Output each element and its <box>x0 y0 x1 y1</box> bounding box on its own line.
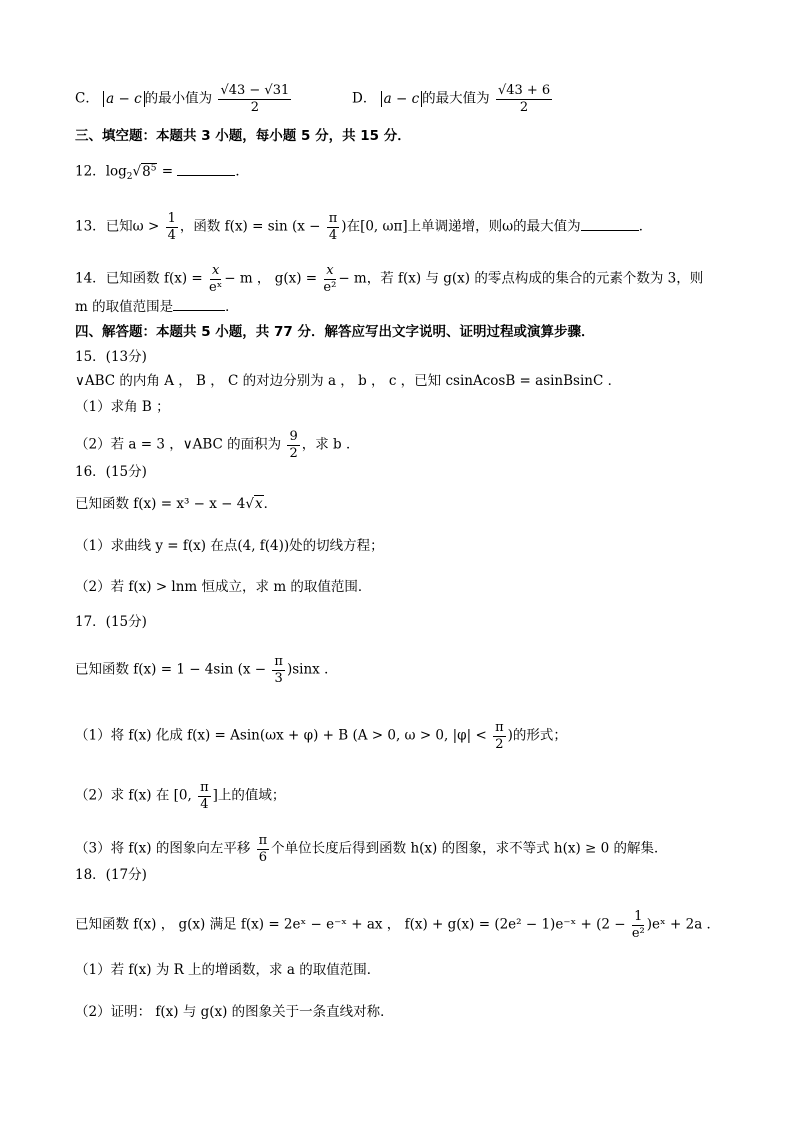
q14-g-den: e² <box>323 279 337 295</box>
q15-stem: ∨ABC 的内角 A ， B ， C 的对边分别为 a ， b ， c ，已知 csinAcosB = asinBsinC ． <box>75 373 622 389</box>
option-d-text: 的最大值为 <box>422 90 490 107</box>
q15-part2 <box>75 430 754 460</box>
q13-end: ． <box>638 218 653 235</box>
q12-radical: √ <box>132 163 142 180</box>
q14-text1: 已知函数 f(x) = <box>105 270 203 287</box>
q17-pi2-num: π <box>495 720 504 735</box>
q12-root-base: 8 <box>142 163 151 180</box>
q17-pi4-num: π <box>200 780 209 795</box>
q18-stem <box>75 910 754 940</box>
q17-pi4-den: 4 <box>200 796 209 812</box>
q13-pi-den: 4 <box>328 227 338 243</box>
q17-header: 17．(15分) <box>75 614 147 630</box>
abs-a-minus-c-d: a − c <box>381 91 423 107</box>
q14-text2: − m ， g(x) = <box>224 270 318 287</box>
q15-part2-text: （2）若 a = 3 ，∨ABC 的面积为 <box>75 436 282 453</box>
q16-stem-text: 已知函数 f(x) = x³ − x − 4 <box>75 496 246 512</box>
q17-pi3-num: π <box>274 654 283 669</box>
q17-pi6-frac <box>257 834 270 864</box>
option-d-fraction <box>496 84 552 114</box>
q15-area-frac <box>287 430 299 460</box>
option-d-label: D． <box>352 90 377 107</box>
q17-part3 <box>75 834 754 864</box>
option-c-denominator: 2 <box>250 99 259 115</box>
q15-part1: （1）求角 B ； <box>75 399 170 415</box>
q13-frac-num: 1 <box>167 211 176 226</box>
q13-frac-den: 4 <box>167 227 176 243</box>
q17-part1-cond: (A > 0, ω > 0, |φ| < <box>352 727 487 744</box>
q17-pi6-num: π <box>258 833 268 848</box>
q12-number: 12． <box>75 163 106 180</box>
q17-stem <box>75 655 754 685</box>
q13-pi-frac <box>327 212 340 242</box>
q18-header: 18．(17分) <box>75 867 147 883</box>
q14-f-den: eˣ <box>209 279 223 295</box>
q14-g-frac <box>323 264 336 294</box>
q12-answer-blank[interactable] <box>177 174 235 176</box>
q17-part2-end: ]上的值域； <box>212 787 286 804</box>
q17-part1 <box>75 721 754 751</box>
q17-pi6-den: 6 <box>258 849 268 865</box>
q16-header: 16．(15分) <box>75 464 147 480</box>
q17-stem-text: 已知函数 f(x) = 1 − 4sin <box>75 661 234 678</box>
q17-pi3-den: 3 <box>274 670 283 686</box>
q12-log: log <box>105 163 127 180</box>
q13-paren-post: ) <box>341 218 347 235</box>
q14-g-num: x <box>326 263 334 278</box>
q12-radicand <box>141 163 157 180</box>
q13-pi-num: π <box>328 211 338 226</box>
q18-frac-den: e² <box>631 925 645 941</box>
q17-part2-text: （2）求 f(x) 在 <box>75 787 170 804</box>
q17-stem-paren: (x − <box>237 661 267 678</box>
q14-line2: m 的取值范围是 <box>75 299 174 315</box>
q15-area-num: 9 <box>289 429 298 444</box>
q17-part2-interval: [0, <box>173 787 192 804</box>
option-c-text: 的最小值为 <box>144 90 213 107</box>
q17-part1-text: （1）将 f(x) 化成 f(x) = Asin(ωx + φ) + B <box>75 727 349 744</box>
question-13 <box>75 212 754 242</box>
option-c-label: C． <box>75 90 99 107</box>
q16-part1: （1）求曲线 y = f(x) 在点(4, f(4))处的切线方程； <box>75 538 384 554</box>
q13-frac <box>166 212 178 242</box>
q17-pi2-frac <box>493 721 506 751</box>
q13-text2: ，函数 f(x) = sin <box>179 218 288 235</box>
q15-part2-end: ，求 b ． <box>301 436 360 453</box>
q13-text3: 在[0, ωπ]上单调递增，则ω的最大值为 <box>346 218 581 235</box>
q14-answer-blank[interactable] <box>173 309 225 311</box>
option-c-fraction <box>218 84 291 114</box>
q15-header: 15．(13分) <box>75 349 147 365</box>
q18-part1: （1）若 f(x) 为 R 上的增函数，求 a 的取值范围． <box>75 962 381 978</box>
q16-radicand: x <box>254 496 263 512</box>
q17-part2 <box>75 781 754 811</box>
q18-stem-text: 已知函数 f(x) ， g(x) 满足 f(x) = 2eˣ − e⁻ˣ + ax ， f(x) + g(x) = (2e² − 1)e⁻ˣ + <box>75 916 592 933</box>
q13-paren-pre: (x − <box>291 218 321 235</box>
q14-text3: − m，若 f(x) 与 g(x) 的零点构成的集合的元素个数为 3，则 <box>338 270 704 287</box>
option-d-numerator: √43 + 6 <box>497 83 551 98</box>
q17-pi3-frac <box>272 655 285 685</box>
q14-f-frac <box>209 264 222 294</box>
q12-base: 2 <box>126 172 133 183</box>
q18-frac <box>632 910 645 940</box>
q18-stem-paren: (2 − <box>596 916 626 933</box>
q17-stem-end: )sinx ． <box>286 661 338 678</box>
q14-f-num: x <box>211 263 220 278</box>
q16-stem-end: ． <box>263 496 278 512</box>
q17-pi2-den: 2 <box>495 736 504 752</box>
q17-part1-end: )的形式； <box>507 727 567 744</box>
option-d-line <box>352 84 754 114</box>
section-3-heading: 三、填空题：本题共 3 小题，每小题 5 分，共 15 分． <box>75 128 411 144</box>
q15-area-den: 2 <box>289 445 298 461</box>
q13-number: 13． <box>75 218 106 235</box>
question-14 <box>75 264 754 294</box>
q13-answer-blank[interactable] <box>581 229 639 231</box>
option-c-numerator: √43 − √31 <box>220 83 290 98</box>
q17-part3-text: （3）将 f(x) 的图象向左平移 <box>75 840 251 857</box>
q18-stem-end: )eˣ + 2a ． <box>646 916 721 933</box>
question-12: 12．$\log_2√8^5$ = ． <box>75 163 249 183</box>
section-4-heading: 四、解答题：本题共 5 小题，共 77 分．解答应写出文字说明、证明过程或演算步骤． <box>75 324 595 340</box>
q12-equals: = <box>157 163 178 180</box>
q16-radical: √ <box>245 496 254 512</box>
q17-pi4-frac <box>198 781 211 811</box>
q13-text1: 已知ω > <box>105 218 160 235</box>
q17-part3-end: 个单位长度后得到函数 h(x) 的图象，求不等式 h(x) ≥ 0 的解集． <box>271 840 668 857</box>
q14-end: ． <box>225 299 239 315</box>
q18-part2: （2）证明： f(x) 与 g(x) 的图象关于一条直线对称． <box>75 1004 394 1020</box>
q16-stem <box>75 498 754 512</box>
q12-root-exp: 5 <box>150 163 157 173</box>
q16-part2: （2）若 f(x) > lnm 恒成立，求 m 的取值范围． <box>75 579 372 595</box>
abs-a-minus-c: a − c <box>103 91 145 107</box>
option-d-denominator: 2 <box>519 99 529 115</box>
q14-number: 14． <box>75 270 106 287</box>
q18-frac-num: 1 <box>634 909 643 924</box>
question-14-line2 <box>75 301 754 315</box>
